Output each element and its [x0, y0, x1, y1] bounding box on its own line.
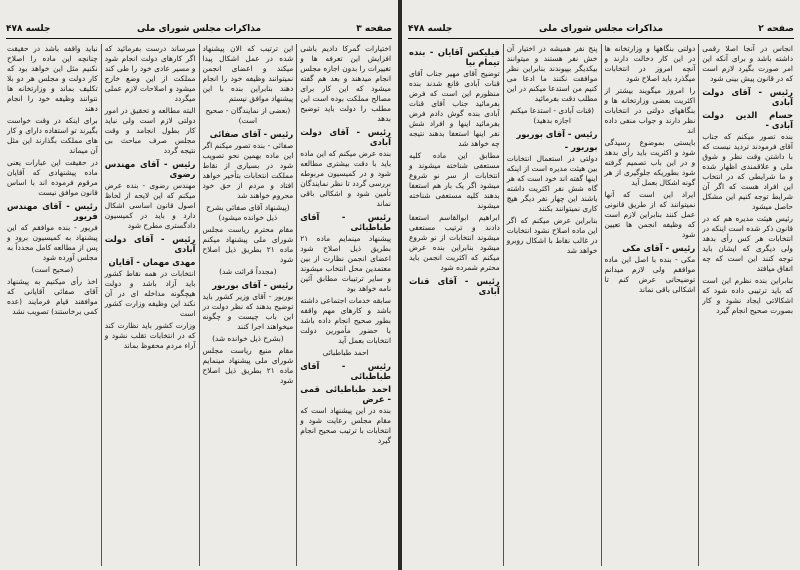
speaker-heading: رئیس - آقای مهندس رضوی	[104, 159, 196, 179]
paragraph: بنابراین بنده نظرم این است که باید ترتیبی داده شود که اشکالاتی ایجاد نشود و کار بصورت صحیح انجام گیرد	[702, 276, 793, 315]
text-columns	[406, 44, 796, 566]
running-title: مذاکرات مجلس شورای ملی	[538, 24, 664, 34]
centered-note: احمد طباطبائی	[322, 348, 369, 357]
session-number: جلسه ۴۷۸	[6, 24, 51, 34]
paragraph: انجاس در آنجا اصلا رقمی داشته باشد و برای آنکه این امر صورت بگیرد لازم است که در قانون پیش بینی شود	[702, 44, 793, 83]
centered-note: (قنات آبادی - استدعا میکنم اجازه بدهید)	[510, 106, 595, 125]
centered-note: (مجدداً قرائت شد)	[219, 267, 277, 276]
paragraph: مهندس رضوی - بنده عرض میکنم که این لایحه از لحاظ اصول قانون اساسی اشکال دارد و باید در کمیسیون دادگستری مطرح شود	[104, 181, 196, 230]
paragraph: بنده تصور میکنم که جناب آقای فرمودند تردید نیست که با داشتن وقت نظر و شوق ملی و علاقمندی اظهار شده و ما شرایطی که در انتخاب این افراد هست که اگر آن شرایط توجه کنیم این مشکل حاصل میشود	[702, 132, 793, 211]
speaker-heading: رئیس - آقای صفائی	[209, 129, 294, 139]
text-column	[601, 44, 699, 566]
paragraph: فریور - بنده موافقم که این پیشنهاد به کمیسیون برود و پس از مطالعه کامل مجدداً به مجلس آورده شود	[7, 223, 98, 262]
text-columns	[4, 44, 394, 566]
speaker-heading: رئیس - آقای بوربور	[516, 129, 598, 139]
paragraph: میرساند درست بفرمائید که اگر کارهای دولت انجام شود و مسیر عادی خود را طی کند مملکت از این وضع خارج میشود و اصلاحات لازم عملی میگردد	[104, 44, 196, 103]
centered-note: (بعضی از نمایندگان - صحیح است)	[205, 106, 291, 125]
speaker-heading: رئیس - آقای بوربور	[212, 280, 294, 290]
paragraph: پیشنهاد مینمایم ماده ۲۱ بطریق ذیل اصلاح شود اعضای انجمن نظارت از بین معتمدین محل انتخاب میشوند و سایر ترتیبات مطابق آئین نامه خواهد بود	[300, 234, 391, 293]
paragraph: مقام محترم ریاست مجلس شورای ملی پیشنهاد میکنم ماده ۲۱ بطریق ذیل اصلاح شود	[202, 225, 294, 264]
page-header	[6, 24, 392, 39]
speaker-heading: فیلیکس آقایان - بنده تیمام بیا	[409, 47, 500, 67]
paragraph: رئیس هیئت مدیره هم که در قانون ذکر شده است اینکه در انتخابات هر کس رأی بدهد ولی دیگری که ایشان باید توجه کنند این است که چه اتفاق میافتد	[702, 214, 793, 273]
paragraph: نباید واقفه باشد در حقیقت چنانچه این ماده را اصلاح نکنیم مثل این خواهد بود که کار دولت و مجلس هر دو بلا تکلیف بماند و وزارتخانه ها نتوانند وظیفه خود را انجام دهند	[7, 44, 98, 113]
paragraph: برای اینکه در وقت خواست بگیرند تو استفاده دارای و کار های مملکت بگذارند این مثل آن میماند	[7, 116, 98, 155]
paragraph: بنابراین عرض میکنم که اگر این ماده اصلاح نشود انتخابات در غالب نقاط با اشکال روبرو خواهد شد	[506, 216, 598, 255]
text-column	[101, 44, 199, 566]
text-column	[503, 44, 601, 566]
speaker-heading: مهدی مهمان - آقایان	[108, 257, 196, 267]
speaker-heading: رئیس - آقای طباطبائی	[300, 361, 391, 381]
paragraph: دولتی در استعمال انتخابات بین هیئت مدیره است از اینکه اینها گفته اند خود است که هر گاه شش نفر اکثریت داشته باشند این چهار نفر دیگر هیچ کاری نمیتوانند بکنند	[506, 154, 598, 213]
speaker-heading: رئیس - آقای قنات آبادی	[409, 276, 500, 296]
paragraph: توضیح آقای مهیر جناب آقای قنات آبادی قانع شدند بنده منظورم این است که فرض بفرمائید جناب آقای قنات آبادی بنده گوش دادم فرض بفرمائید اینها و افراد شش نفر اینها استعفا بدهند نتیجه چه خواهد شد	[409, 69, 500, 148]
paragraph: بوربور - آقای وزیر کشور باید توضیح بدهند که نظر دولت در این باب چیست و چگونه میخواهند اجرا کنند	[202, 292, 294, 331]
text-column	[296, 44, 394, 566]
paragraph: این ترتیب که الان پیشنهاد شده در عمل اشکال پیدا میکند و اعضای انجمن نمیتوانند وظیفه خود را انجام دهند بنابراین بنده با این پیشنهاد موافق نیستم	[202, 44, 294, 103]
paragraph: بنده در این پیشنهاد است که مقام مجلس رعایت شود و انتخابات با ترتیب صحیح انجام گیرد	[300, 406, 391, 445]
paragraph: انتخابات در همه نقاط کشور باید آزاد باشد و دولت هیچگونه مداخله ای در آن نکند این وظیفه وزارت کشور است	[104, 269, 196, 318]
paragraph: بنده عرض میکنم که این ماده باید با دقت بیشتری مطالعه شود و در کمیسیون مربوطه بررسی گردد تا نظر نمایندگان تأمین شود و اشکالی باقی نماند	[300, 149, 391, 208]
paragraph: سابقه خدمات اجتماعی داشته باشد و کارهای مهم واقفه بطور صحیح انجام داده باشد با حضور مأمورین دولت انتخابات بعمل آید	[300, 296, 391, 345]
centered-note: (صحیح است)	[31, 265, 74, 274]
paragraph: ابراهیم ابوالقاسم استعفا دادند و ترتیب مستعفی میشوند انتخابات از نو شروع میشود بنابراین بنده عرض میکنم که اکثریت انجمن باید محترم شمرده شود	[409, 213, 500, 272]
paragraph: دولتی بنگاهها و وزارتخانه ها در این کار دخالت دارند و آنچه امروز در انتخابات میگذرد باید اصلاح شود	[604, 44, 696, 83]
paragraph: پنج نفر همیشه در اختیار آن خش نفر هستند و میتوانند بیکدیگر بپیوندند بنابراین نظر موافقت نکنند ما ادعا می کنیم من استدعا میکنم در این مطلب دقت بفرمائید	[506, 44, 598, 103]
page-number: صفحه ۲	[758, 24, 794, 34]
paragraph: مقام منیع ریاست مجلس شورای ملی پیشنهاد مینمایم ماده ۲۱ بطریق ذیل اصلاح شود	[202, 346, 294, 385]
paragraph: مطابق این ماده کلیه مستعفی شناخته میشوند و انتخابات از سر نو شروع میشود اگر یک بار هم استعفا بدهند کلیه مستعفی شناخته میشوند	[409, 151, 500, 210]
paragraph: اختیارات گمرکا دادیم باشی افزایش این تعرفه ها و تغییرات را بدون اجازه مجلس انجام میدهند و بعد هم گفته میشود که این کار برای مصالح مملکت بوده است این مطلب را دولت باید توضیح بدهد	[300, 44, 391, 123]
text-column	[199, 44, 297, 566]
page-header	[408, 24, 794, 39]
paragraph: در حقیقت این عبارات یعنی ماده پیشنهادی که آقایان مرقوم فرموده اند با اساس قانون موافق نیست	[7, 158, 98, 197]
paragraph: البته مطالعه و تحقیق در امور دولتی لازم است ولی نباید کار بطول انجامد و وقت مجلس صرف مباحث بی نتیجه گردد	[104, 106, 196, 155]
text-column	[698, 44, 796, 566]
page-right	[402, 0, 800, 570]
speaker-heading: احمد طباطبائی قمی - عرض	[300, 384, 391, 404]
running-title: مذاکرات مجلس شورای ملی	[136, 24, 262, 34]
speaker-heading: بوربور -	[564, 142, 598, 152]
speaker-heading: رئیس - آقای دولت آبادی	[702, 87, 793, 107]
speaker-heading: رئیس - آقای دولت آبادی	[300, 127, 391, 147]
session-number: جلسه ۴۷۸	[408, 24, 453, 34]
paragraph: صفائی - بنده تصور میکنم اگر این ماده بهمین نحو تصویب شود در بسیاری از نقاط مملکت انتخابات بتأخیر خواهد افتاد و مردم از حق خود محروم خواهند شد	[202, 141, 294, 200]
paragraph: اخذ رأی میکنیم به پیشنهاد آقای صفائی آقایانی که موافقند قیام فرمایند (عده کمی برخاستند) تصویب نشد	[7, 277, 98, 316]
text-column	[4, 44, 101, 566]
speaker-heading: رئیس - آقای مهندس فریور	[7, 201, 98, 221]
paragraph: را امروز میگویند بیشتر از اکثریت بعضی وزارتخانه ها و بنگاههای دولتی در انتخابات نظر دارند و جواب منفی داده اند	[604, 86, 696, 135]
paragraph: ایراد این است که آنها نمیتوانند که از طریق قانونی عمل کنند بنابراین لازم است که وظیفه انجمن ها تعیین شود	[604, 190, 696, 239]
centered-note: (پیشنهاد آقای صفائی بشرح ذیل خوانده میشود)	[206, 203, 290, 222]
page-number: صفحه ۳	[356, 24, 392, 34]
paragraph: مکی - بنده با اصل این ماده موافقم ولی لازم میدانم توضیحاتی عرض کنم تا اشکالی باقی نماند	[604, 255, 696, 294]
speaker-heading: حسام الدین دولت آبادی -	[702, 110, 793, 130]
centered-note: (بشرح ذیل خوانده شد)	[212, 334, 284, 343]
text-column	[406, 44, 503, 566]
speaker-heading: رئیس - آقای دولت آبادی	[104, 234, 196, 254]
paragraph: وزارت کشور باید نظارت کند که در انتخابات تقلب نشود و آراء مردم محفوظ بماند	[104, 321, 196, 350]
paragraph: بایستی بموضوع رسیدگی شود و اکثریت باید رأی بدهد و در این باب تصمیم گرفته شود بطوریکه جلوگیری از هر گونه اشکال بعمل آید	[604, 138, 696, 187]
speaker-heading: رئیس - آقای طباطبائی	[300, 212, 391, 232]
speaker-heading: رئیس - آقای مکی	[622, 243, 696, 253]
page-left	[0, 0, 398, 570]
